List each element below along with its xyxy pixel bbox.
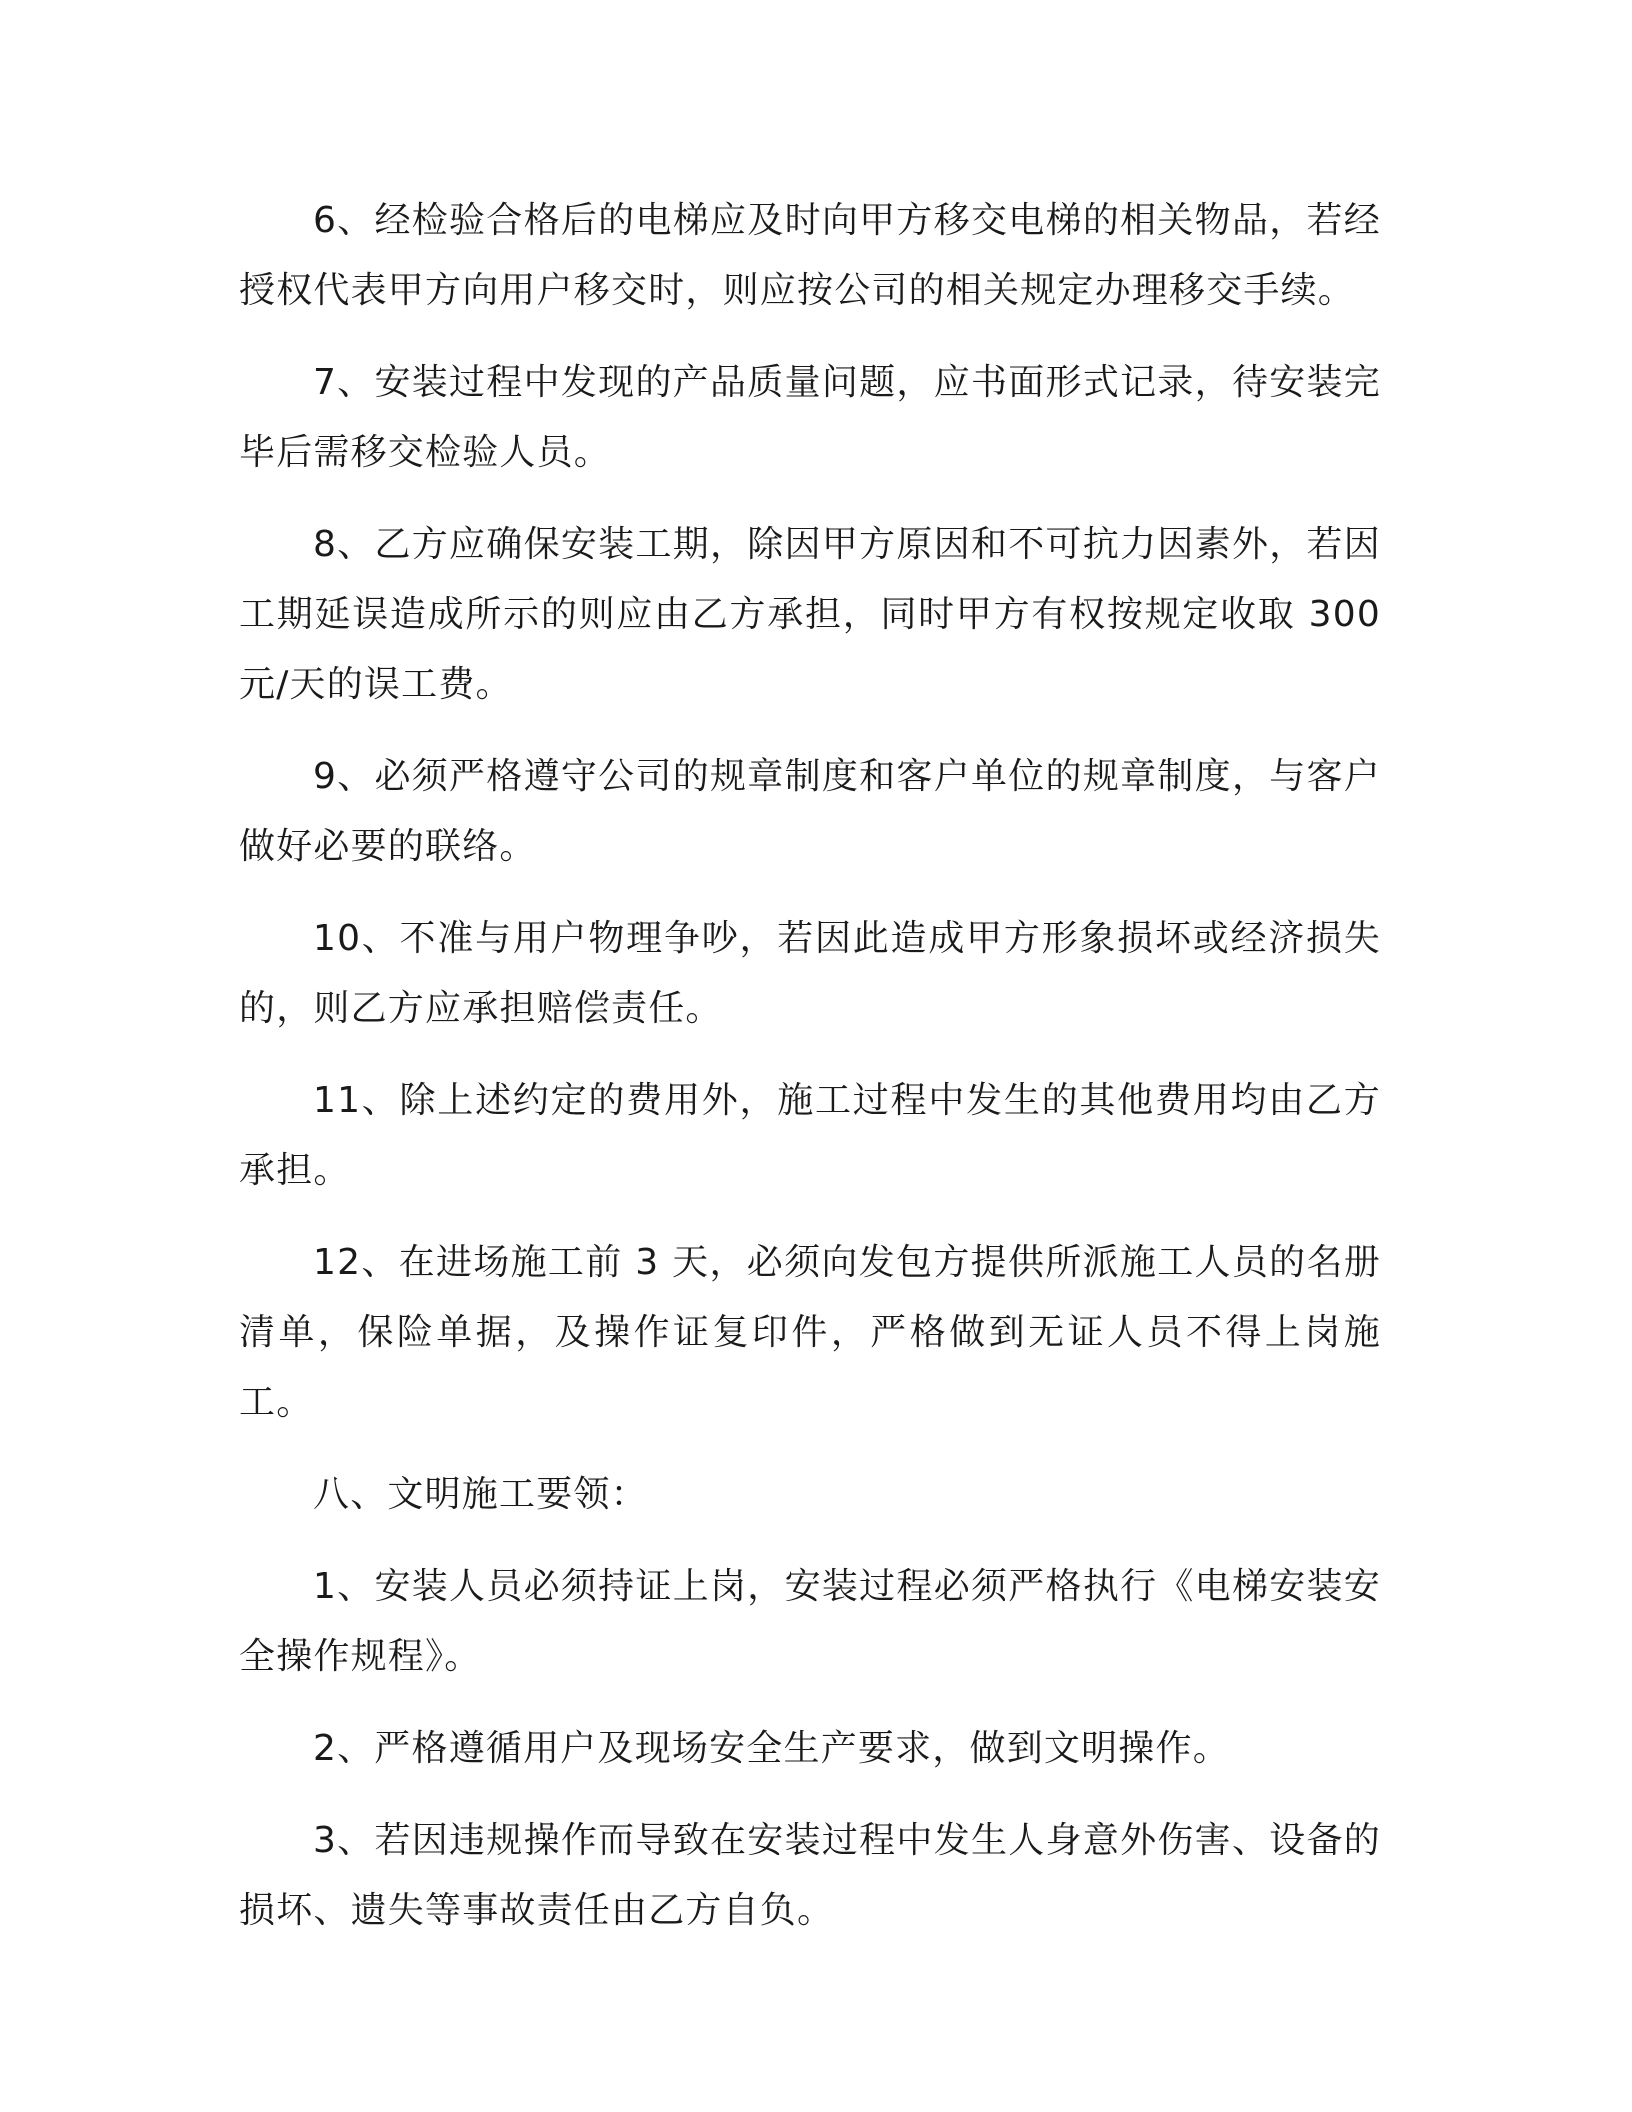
clause-7: 7、安装过程中发现的产品质量问题，应书面形式记录，待安装完毕后需移交检验人员。 bbox=[239, 362, 1381, 473]
civilized-clause-2: 2、严格遵循用户及现场安全生产要求，做到文明操作。 bbox=[313, 1728, 1230, 1769]
clause-8: 8、乙方应确保安装工期，除因甲方原因和不可抗力因素外，若因工期延误造成所示的则应由乙方承担，同时甲方有权按规定收取 300元/天的误工费。 bbox=[239, 524, 1381, 705]
clause-10: 10、不准与用户物理争吵，若因此造成甲方形象损坏或经济损失的，则乙方应承担赔偿责任。 bbox=[239, 918, 1381, 1029]
document-body bbox=[239, 186, 1381, 1968]
civilized-clause-3: 3、若因违规操作而导致在安装过程中发生人身意外伤害、设备的损坏、遗失等事故责任由乙方自负。 bbox=[239, 1820, 1381, 1931]
clause-12: 12、在进场施工前 3 天，必须向发包方提供所派施工人员的名册清单，保险单据，及操作证复印件，严格做到无证人员不得上岗施工。 bbox=[239, 1242, 1381, 1423]
civilized-clause-1: 1、安装人员必须持证上岗，安装过程必须严格执行《电梯安装安全操作规程》。 bbox=[239, 1566, 1381, 1677]
clause-11: 11、除上述约定的费用外，施工过程中发生的其他费用均由乙方承担。 bbox=[239, 1080, 1381, 1191]
section-heading-civilized-construction: 八、文明施工要领： bbox=[313, 1474, 648, 1515]
clause-6: 6、经检验合格后的电梯应及时向甲方移交电梯的相关物品，若经授权代表甲方向用户移交时，则应按公司的相关规定办理移交手续。 bbox=[239, 200, 1381, 311]
clause-9: 9、必须严格遵守公司的规章制度和客户单位的规章制度，与客户做好必要的联络。 bbox=[239, 756, 1381, 867]
